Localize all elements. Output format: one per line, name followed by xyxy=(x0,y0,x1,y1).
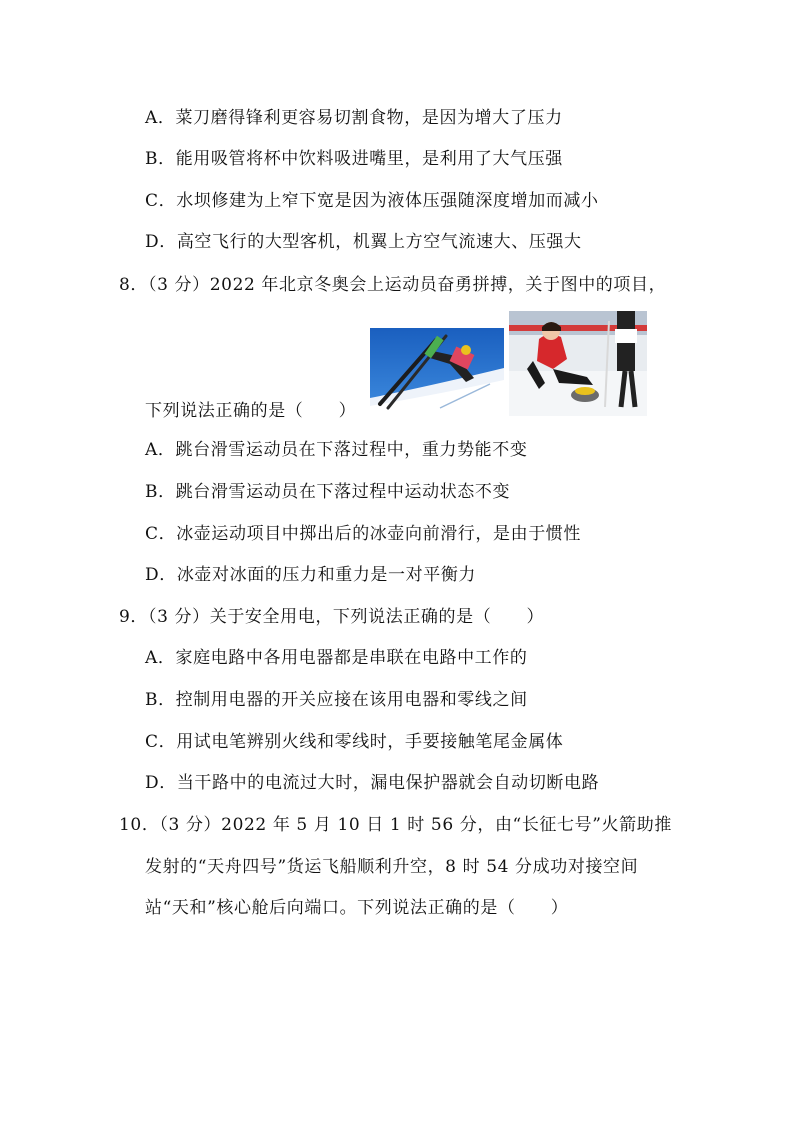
q7-option-c: C．水坝修建为上窄下宽是因为液体压强随深度增加而减小 xyxy=(145,191,599,211)
q9-option-a: A．家庭电路中各用电器都是串联在电路中工作的 xyxy=(145,648,528,668)
q10-line2: 发射的“天舟四号”货运飞船顺利升空，8 时 54 分成功对接空间 xyxy=(145,857,639,877)
ski-jump-image xyxy=(370,328,504,416)
curling-photo xyxy=(509,311,647,416)
q10-line3: 站“天和”核心舱后向端口。下列说法正确的是（ ） xyxy=(145,898,569,918)
ski-jump-photo xyxy=(370,328,504,416)
q9-option-d: D．当干路中的电流过大时，漏电保护器就会自动切断电路 xyxy=(145,773,600,793)
q7-option-a: A．菜刀磨得锋利更容易切割食物，是因为增大了压力 xyxy=(145,108,563,128)
q8-stem-line2: 下列说法正确的是（ ） xyxy=(145,401,357,421)
q8-option-d: D．冰壶对冰面的压力和重力是一对平衡力 xyxy=(145,565,477,585)
q9-option-c: C．用试电笔辨别火线和零线时，手要接触笔尾金属体 xyxy=(145,732,564,752)
q8-option-a: A．跳台滑雪运动员在下落过程中，重力势能不变 xyxy=(145,440,528,460)
curling-image xyxy=(509,311,647,416)
q8-option-b: B．跳台滑雪运动员在下落过程中运动状态不变 xyxy=(145,482,511,502)
q7-option-d: D．高空飞行的大型客机，机翼上方空气流速大、压强大 xyxy=(145,232,582,252)
q7-option-b: B．能用吸管将杯中饮料吸进嘴里，是利用了大气压强 xyxy=(145,149,563,169)
q8-stem-line1: 8．（3 分）2022 年北京冬奥会上运动员奋勇拼搏，关于图中的项目， xyxy=(119,275,667,295)
q8-option-c: C．冰壶运动项目中掷出后的冰壶向前滑行，是由于惯性 xyxy=(145,524,582,544)
q10-line1: 10．（3 分）2022 年 5 月 10 日 1 时 56 分，由“长征七号”火箭助推 xyxy=(119,815,672,835)
q9-stem: 9．（3 分）关于安全用电，下列说法正确的是（ ） xyxy=(119,607,545,627)
q9-option-b: B．控制用电器的开关应接在该用电器和零线之间 xyxy=(145,690,528,710)
